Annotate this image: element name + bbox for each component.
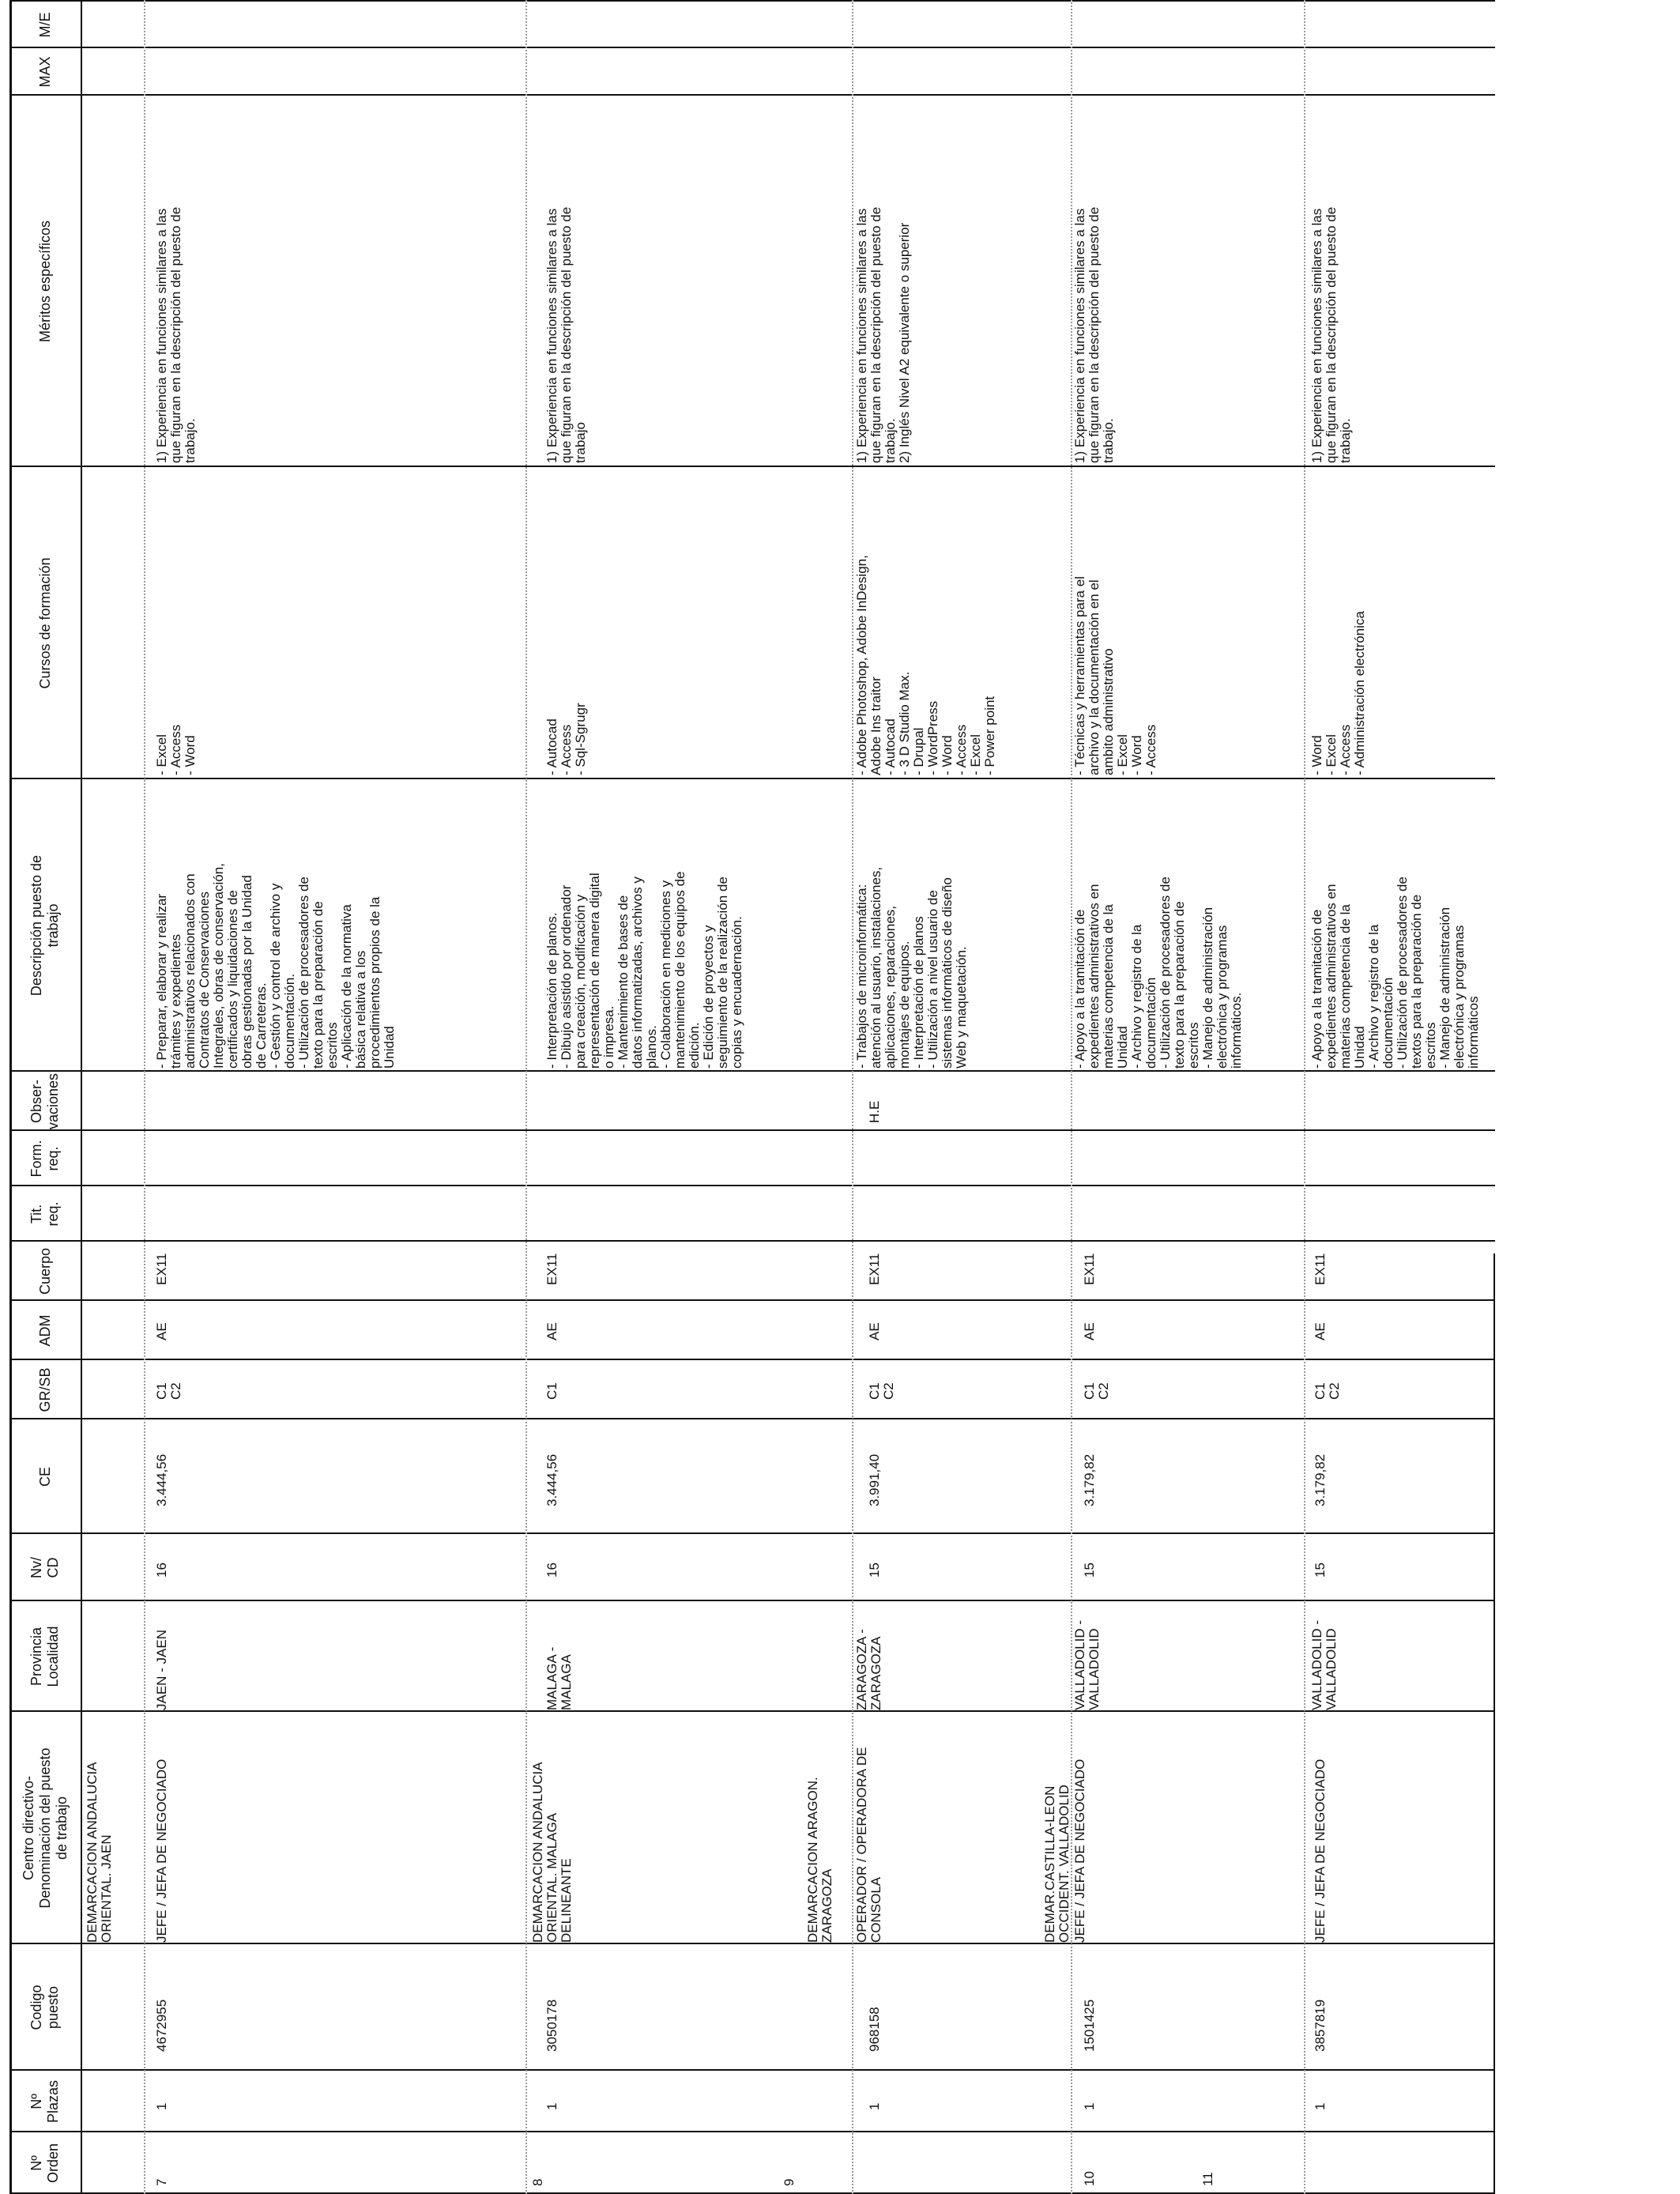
- header-orden: Nº Orden: [28, 2143, 61, 2184]
- header-plazas: Nº Plazas: [28, 2079, 61, 2124]
- descripcion-puesto: - Interpretación de planos. - Dibujo asistido por ordenador para creación, modificación y representación de manera digital o impresa. - Mantenimiento de bases de datos informatizadas, archivos y planos. - Colaboración en mediciones y mantenimiento de los equipos de edición. - Edición de proyectos y seguimiento de la realización de copias y encuadernación.: [544, 871, 744, 1069]
- header-provincia: Provincia Localidad: [28, 1626, 61, 1687]
- header-cuerpo: Cuerpo: [36, 1247, 53, 1295]
- col-border: [9, 2131, 1495, 2132]
- meritos-especificos: 1) Experiencia en funciones similares a las que figuran en la descripción del puesto de trabajo. 2) Inglés Nivel A2 equivalente o superior: [854, 206, 912, 463]
- nivel-cd: 15: [1313, 1563, 1328, 1578]
- cursos-formacion: - Excel - Access - Word: [154, 724, 198, 775]
- complemento-especifico: 3.179,82: [1313, 1453, 1328, 1506]
- denominacion-puesto: OPERADOR / OPERADORA DE CONSOLA: [854, 1747, 883, 1943]
- grupo-subgrupo: C1 C2: [154, 1382, 183, 1400]
- orden-number: 11: [1200, 2172, 1215, 2186]
- codigo-puesto: 1501425: [1082, 1999, 1097, 2052]
- cursos-formacion: - Word - Excel - Access - Administración electrónica: [1309, 611, 1367, 775]
- col-border: [9, 778, 1495, 779]
- provincia-localidad: JAEN - JAEN: [154, 1629, 169, 1710]
- col-border: [9, 466, 1495, 467]
- meritos-especificos: 1) Experiencia en funciones similares a las que figuran en la descripción del puesto de trabajo.: [1309, 206, 1353, 463]
- provincia-localidad: ZARAGOZA - ZARAGOZA: [854, 1629, 883, 1710]
- centro-directivo: DEMARCACION ARAGON. ZARAGOZA: [805, 1777, 834, 1943]
- orden-number: 8: [530, 2178, 545, 2186]
- header-adm: ADM: [36, 1314, 53, 1347]
- col-border: [9, 1129, 1495, 1131]
- row-separator: [852, 0, 853, 2194]
- denominacion-puesto: JEFE / JEFA DE NEGOCIADO: [154, 1759, 169, 1943]
- col-border: [9, 1185, 1495, 1186]
- header-max: MAX: [36, 56, 53, 88]
- row-separator: [144, 0, 145, 2194]
- provincia-localidad: VALLADOLID - VALLADOLID: [1072, 1619, 1102, 1710]
- meritos-especificos: 1) Experiencia en funciones similares a las que figuran en la descripción del puesto de trabajo: [544, 206, 588, 463]
- administracion: AE: [154, 1322, 169, 1340]
- header-titulacion: Tit. req.: [28, 1201, 61, 1227]
- col-border: [9, 1418, 1495, 1419]
- centro-directivo: DEMAR.CASTILLA-LEON OCCIDENT. VALLADOLID: [1042, 1785, 1072, 1943]
- cuerpo: EX11: [154, 1253, 169, 1285]
- col-border: [9, 1600, 1495, 1601]
- descripcion-puesto: - Apoyo a la tramitación de expedientes administrativos en materias competencia de la Unidad - Archivo y registro de la documentación - Utilización de procesadores de texto para la preparación de escritos - Manejo de administración electrónica y programas informáticos.: [1072, 876, 1244, 1069]
- header-descripcion: Descripción puesto de trabajo: [28, 854, 61, 997]
- meritos-especificos: 1) Experiencia en funciones similares a las que figuran en la descripción del puesto de trabajo.: [154, 206, 198, 463]
- codigo-puesto: 4672955: [154, 1999, 169, 2052]
- plazas-count: 1: [1082, 2102, 1097, 2110]
- grupo-subgrupo: C1: [544, 1382, 559, 1400]
- col-border: [9, 1532, 1495, 1534]
- cuerpo: EX11: [867, 1253, 882, 1285]
- meritos-especificos: 1) Experiencia en funciones similares a las que figuran en la descripción del puesto de trabajo.: [1072, 206, 1116, 463]
- complemento-especifico: 3.444,56: [154, 1453, 169, 1506]
- orden-number: 7: [154, 2178, 169, 2186]
- administracion: AE: [867, 1322, 882, 1340]
- row-separator: [1304, 0, 1305, 2194]
- header-meritos: Méritos específicos: [36, 220, 53, 343]
- col-border: [9, 1240, 1495, 1242]
- codigo-puesto: 968158: [867, 2007, 882, 2052]
- col-border: [9, 2069, 1495, 2071]
- descripcion-puesto: - Preparar, elaborar y realizar trámites y expedientes administrativos relacionados con Contratos de Conservaciones Integrales, obras de conservación, certificados y liquidaciones de obras gestionadas por la Unidad de Carreteras. - Gestión y control de archivo y documentación. - Utilización de procesadores de texto para la preparación de escritos - Aplicación de la normativa básica relativa a los procedimientos propios de la Unidad: [154, 863, 397, 1069]
- denominacion-puesto: JEFE / JEFA DE NEGOCIADO: [1313, 1759, 1328, 1943]
- cuerpo: EX11: [1313, 1253, 1328, 1285]
- centro-directivo: DEMARCACION ANDALUCIA ORIENTAL. MALAGA: [530, 1762, 559, 1943]
- observaciones: H.E: [867, 1100, 882, 1123]
- administracion: AE: [1082, 1322, 1097, 1340]
- descripcion-puesto: - Apoyo a la tramitación de expedientes administrativos en materias competencia de la Unidad - Archivo y registro de la documentación - Utilización de procesadores de textos para la preparación de escritos - Manejo de administración electrónica y programas informáticos: [1309, 876, 1481, 1069]
- centro-directivo: DEMARCACION ANDALUCIA ORIENTAL. JAEN: [85, 1762, 114, 1943]
- header-formacion: Form. req.: [28, 1140, 61, 1178]
- cursos-formacion: - Autocad - Access - Sql-Sgrugr: [544, 703, 588, 775]
- cursos-formacion: - Adobe Photoshop, Adobe InDesign, Adobe Ins traitor - Autocad - 3 D Studio Max. - Drupal - WordPress - Word - Access - Excel - Power point: [854, 555, 997, 775]
- provincia-localidad: VALLADOLID - VALLADOLID: [1309, 1619, 1339, 1710]
- descripcion-puesto: - Trabajos de microinformática: atención al usuario, instalaciones, aplicaciones, reparaciones, montajes de equipos. - Interpretación de planos - Utilización a nivel usuario de sistemas informáticos de diseño Web y maquetación.: [854, 866, 969, 1069]
- header-bottom-border: [81, 0, 82, 2194]
- col-border: [9, 0, 1495, 2]
- plazas-count: 1: [154, 2102, 169, 2110]
- plazas-count: 1: [544, 2102, 559, 2110]
- col-border: [9, 1070, 1495, 1072]
- orden-number: 9: [782, 2178, 797, 2186]
- orden-number: 10: [1082, 2171, 1097, 2186]
- col-border: [9, 1943, 1495, 1944]
- grupo-subgrupo: C1 C2: [1313, 1382, 1342, 1400]
- col-border: [9, 1299, 1495, 1301]
- table-bottom-border: [1494, 1253, 1495, 2194]
- plazas-count: 1: [867, 2102, 882, 2110]
- grupo-subgrupo: C1 C2: [867, 1382, 896, 1400]
- complemento-especifico: 3.179,82: [1082, 1453, 1097, 1506]
- cuerpo: EX11: [544, 1253, 559, 1285]
- denominacion-puesto: DELINEANTE: [559, 1858, 574, 1943]
- complemento-especifico: 3.991,40: [867, 1453, 882, 1506]
- col-border: [9, 47, 1495, 48]
- complemento-especifico: 3.444,56: [544, 1453, 559, 1506]
- denominacion-puesto: JEFE / JEFA DE NEGOCIADO: [1072, 1759, 1087, 1943]
- col-border: [9, 1359, 1495, 1360]
- header-ce: CE: [36, 1467, 53, 1487]
- header-observaciones: Obser- vaciones: [28, 1072, 61, 1130]
- nivel-cd: 16: [544, 1563, 559, 1578]
- cursos-formacion: - Técnicas y herramientas para el archivo y la documentación en el ambito administrativo - Excel - Word - Access: [1072, 576, 1158, 775]
- administracion: AE: [544, 1322, 559, 1340]
- row-separator: [525, 0, 527, 2194]
- nivel-cd: 16: [154, 1563, 169, 1578]
- col-border: [9, 1710, 1495, 1712]
- header-centro: Centro directivo- Denominación del puesto de trabajo: [20, 1747, 70, 1909]
- grupo-subgrupo: C1 C2: [1082, 1382, 1111, 1400]
- header-me: M/E: [36, 12, 53, 38]
- plazas-count: 1: [1313, 2102, 1328, 2110]
- header-cursos: Cursos de formación: [36, 557, 53, 689]
- header-grupo: GR/SB: [36, 1367, 53, 1412]
- header-nivel: Nv/ CD: [28, 1557, 61, 1578]
- codigo-puesto: 3857819: [1313, 1999, 1328, 2052]
- col-border: [9, 94, 1495, 96]
- administracion: AE: [1313, 1322, 1328, 1340]
- header-codigo: Codigo puesto: [28, 1985, 61, 2030]
- nivel-cd: 15: [1082, 1563, 1097, 1578]
- cuerpo: EX11: [1082, 1253, 1097, 1285]
- codigo-puesto: 3050178: [544, 1999, 559, 2052]
- nivel-cd: 15: [867, 1563, 882, 1578]
- provincia-localidad: MALAGA - MALAGA: [544, 1646, 574, 1710]
